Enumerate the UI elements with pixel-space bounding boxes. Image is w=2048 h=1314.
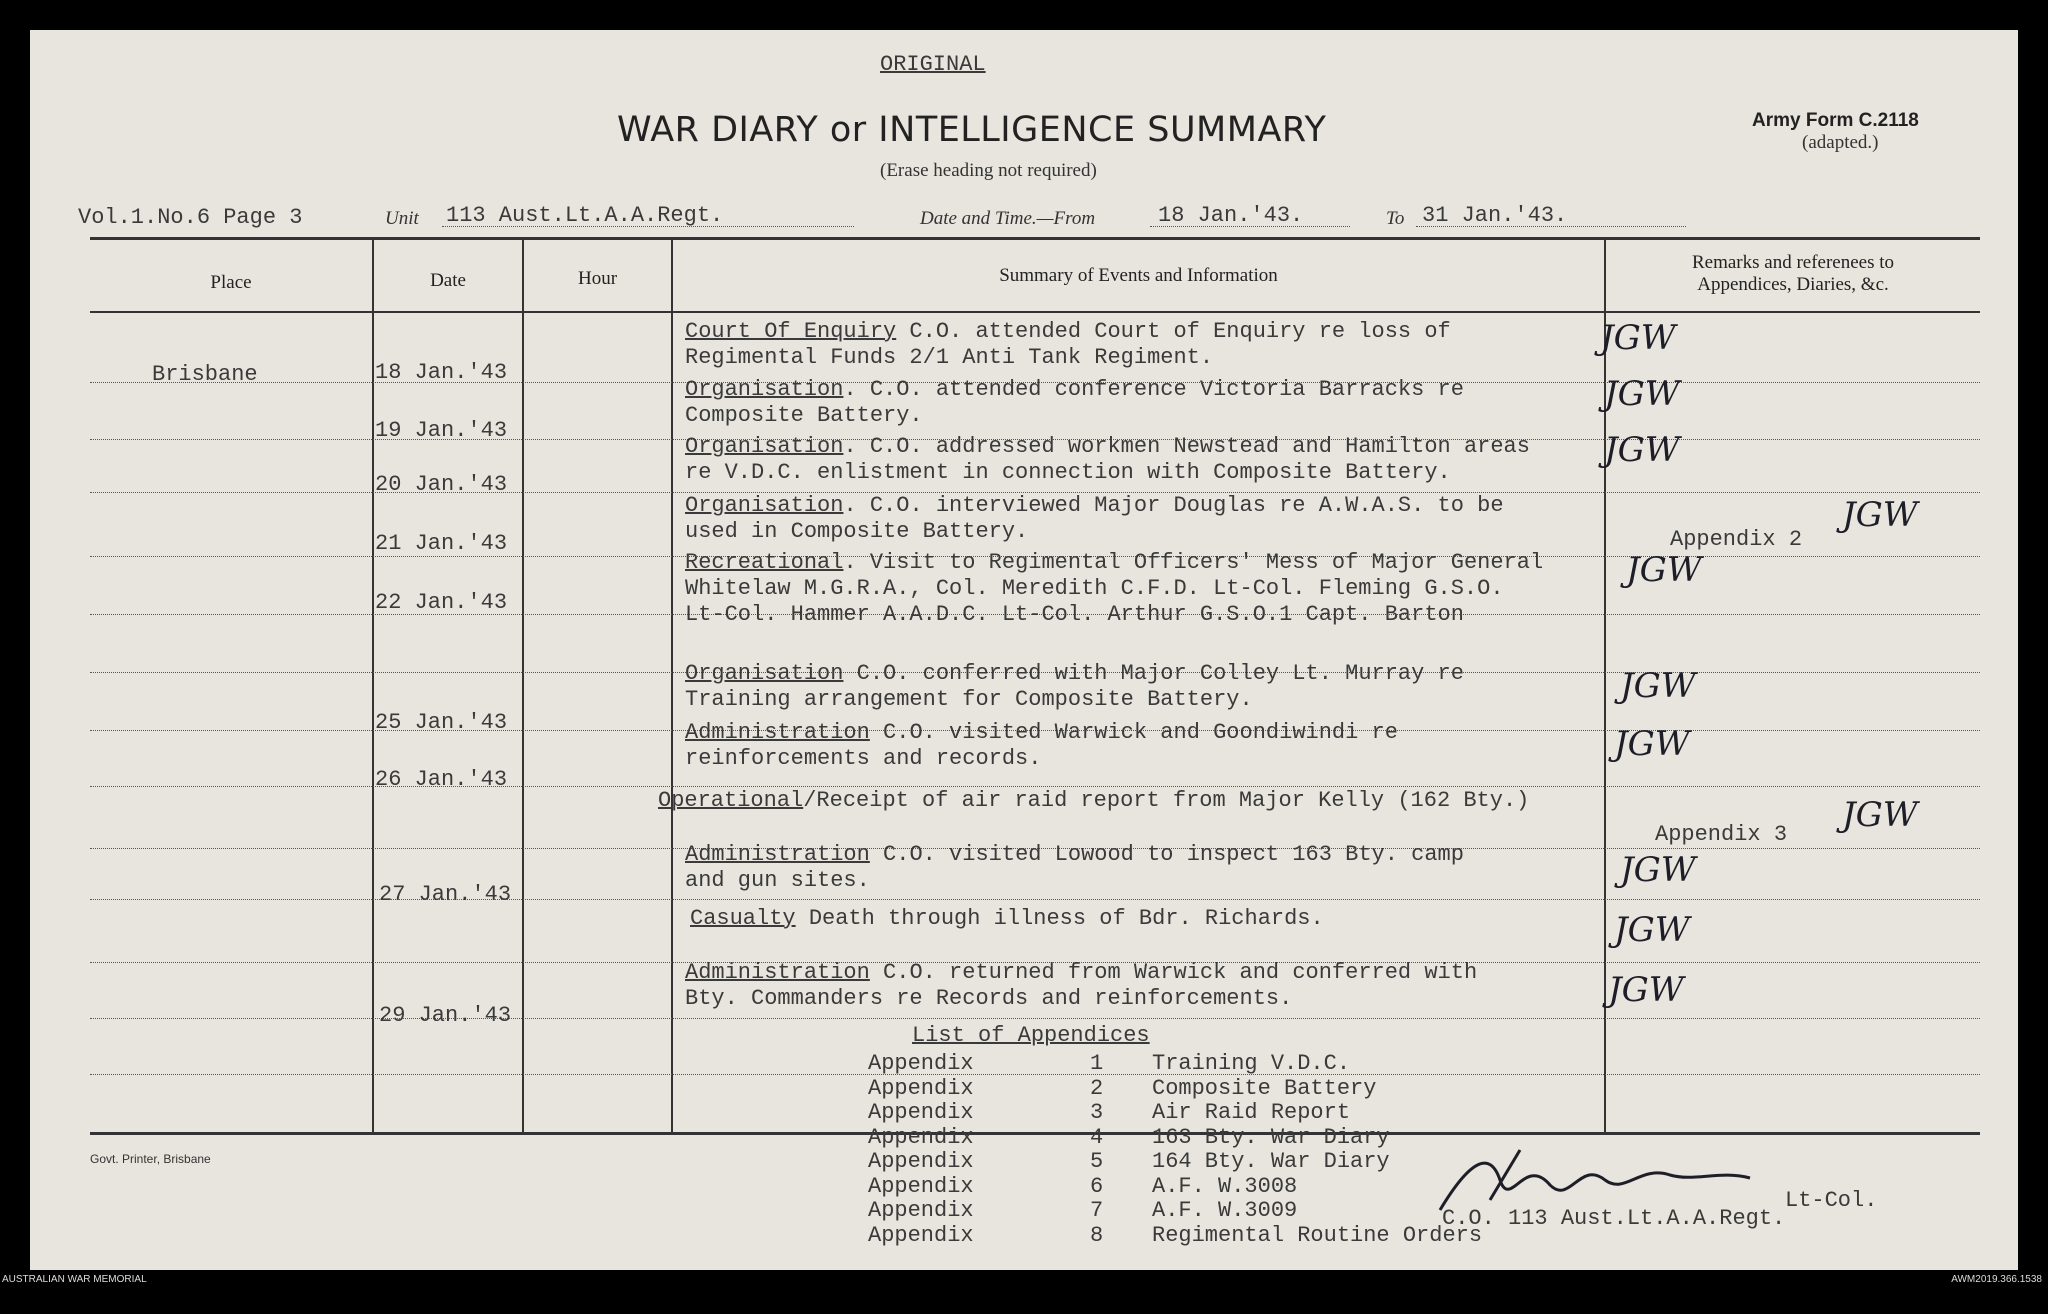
initials-signature: JGW [1600,318,1676,358]
entry-summary: Operational/Receipt of air raid report from Major Kelly (162 Bty.) [658,788,1530,813]
entry-summary: Organisation. C.O. attended conference Victoria Barracks re Composite Battery. [685,377,1464,428]
entry-heading: Recreational [685,550,844,575]
page-subtitle: (Erase heading not required) [880,160,1097,181]
entry-heading: Casualty [690,906,796,931]
unit-label: Unit [385,208,419,229]
entry-date: 27 Jan.'43 [379,882,512,907]
entry-heading: Administration [685,720,870,745]
signature-unit: C.O. 113 Aust.Lt.A.A.Regt. [1442,1206,1786,1231]
entry-date: 20 Jan.'43 [375,472,508,497]
signature-rank: Lt-Col. [1785,1188,1878,1213]
entry-date: 22 Jan.'43 [375,590,508,615]
date-to-value: 31 Jan.'43. [1422,203,1568,228]
initials-signature: JGW [1842,495,1918,535]
volume-page: Vol.1.No.6 Page 3 [78,205,303,230]
entry-date: 29 Jan.'43 [379,1003,512,1028]
appendix-titles: Training V.D.C. Composite Battery Air Raid Report 163 Bty. War Diary 164 Bty. War Diary A.F. W.3008 A.F. W.3009 Regimental Routine Orders [1152,1051,1483,1248]
printer-imprint: Govt. Printer, Brisbane [90,1152,211,1166]
entry-summary: Organisation. C.O. interviewed Major Douglas re A.W.A.S. to be used in Composite Battery. [685,493,1504,544]
entry-summary: Organisation. C.O. addressed workmen Newstead and Hamilton areas re V.D.C. enlistment in connection with Composite Battery. [685,434,1530,485]
entry-date: 21 Jan.'43 [375,531,508,556]
entry-summary: Administration C.O. visited Warwick and Goondiwindi re reinforcements and records. [685,720,1398,771]
initials-signature: JGW [1614,724,1690,764]
entry-heading: Court Of Enquiry [685,319,897,344]
entry-heading: Organisation [685,661,844,686]
appendix-labels: Appendix Appendix Appendix Appendix Appendix Appendix Appendix Appendix [868,1051,974,1248]
column-hour: Hour [577,268,618,289]
entry-heading: Administration [685,842,870,867]
initials-signature: JGW [1620,666,1696,706]
army-form-number: Army Form C.2118 [1752,110,1919,131]
archive-credit: AUSTRALIAN WAR MEMORIAL [2,1274,147,1285]
remark-appendix: Appendix 2 [1670,527,1803,552]
entry-heading: Operational [658,788,804,813]
initials-signature: JGW [1626,550,1702,590]
entry-summary: Court Of Enquiry C.O. attended Court of Enquiry re loss of Regimental Funds 2/1 Anti Tank Regiment. [685,319,1451,370]
initials-signature: JGW [1604,430,1680,470]
column-place: Place [210,272,252,293]
entry-date: 25 Jan.'43 [375,710,508,735]
entry-summary: Administration C.O. returned from Warwick and conferred with Bty. Commanders re Records and reinforcements. [685,960,1478,1011]
column-date: Date [430,270,466,291]
entry-summary: Recreational. Visit to Regimental Officers' Mess of Major General Whitelaw M.G.R.A., Col. Meredith C.F.D. Lt-Col. Fleming G.S.O. Lt-Col. Hammer A.A.D.C. Lt-Col. Arthur G.S.O.1 Capt. Barton [685,550,1544,627]
entry-heading: Administration [685,960,870,985]
entry-summary: Administration C.O. visited Lowood to inspect 163 Bty. camp and gun sites. [685,842,1464,893]
initials-signature: JGW [1842,795,1918,835]
page-title: WAR DIARY or INTELLIGENCE SUMMARY [617,110,1327,150]
date-from-value: 18 Jan.'43. [1158,203,1304,228]
place-value: Brisbane [152,362,258,387]
entry-date: 26 Jan.'43 [375,767,508,792]
unit-value: 113 Aust.Lt.A.A.Regt. [446,203,724,228]
entry-summary: Organisation C.O. conferred with Major Colley Lt. Murray re Training arrangement for Composite Battery. [685,661,1464,712]
column-summary: Summary of Events and Information [999,265,1278,286]
initials-signature: JGW [1608,970,1684,1010]
entry-heading: Organisation [685,493,844,518]
army-form-adapted: (adapted.) [1802,132,1879,153]
column-remarks-line1: Remarks and referenees to [1691,252,1895,273]
diary-page [30,30,2018,1270]
initials-signature: JGW [1620,850,1696,890]
date-from-label: Date and Time.—From [920,208,1096,229]
initials-signature: JGW [1614,910,1690,950]
remark-appendix: Appendix 3 [1655,822,1788,847]
column-remarks-line2: Appendices, Diaries, &c. [1697,274,1889,295]
entry-date: 19 Jan.'43 [375,418,508,443]
date-to-label: To [1386,208,1405,229]
archive-reference: AWM2019.366.1538 [1951,1274,2042,1285]
appendix-numbers: 1 2 3 4 5 6 7 8 [1090,1051,1104,1248]
appendices-heading: List of Appendices [912,1023,1150,1048]
entry-heading: Organisation [685,377,844,402]
original-stamp: ORIGINAL [880,52,986,77]
entry-date: 18 Jan.'43 [375,360,508,385]
initials-signature: JGW [1604,374,1680,414]
entry-summary: Casualty Death through illness of Bdr. Richards. [690,906,1324,931]
entry-heading: Organisation [685,434,844,459]
